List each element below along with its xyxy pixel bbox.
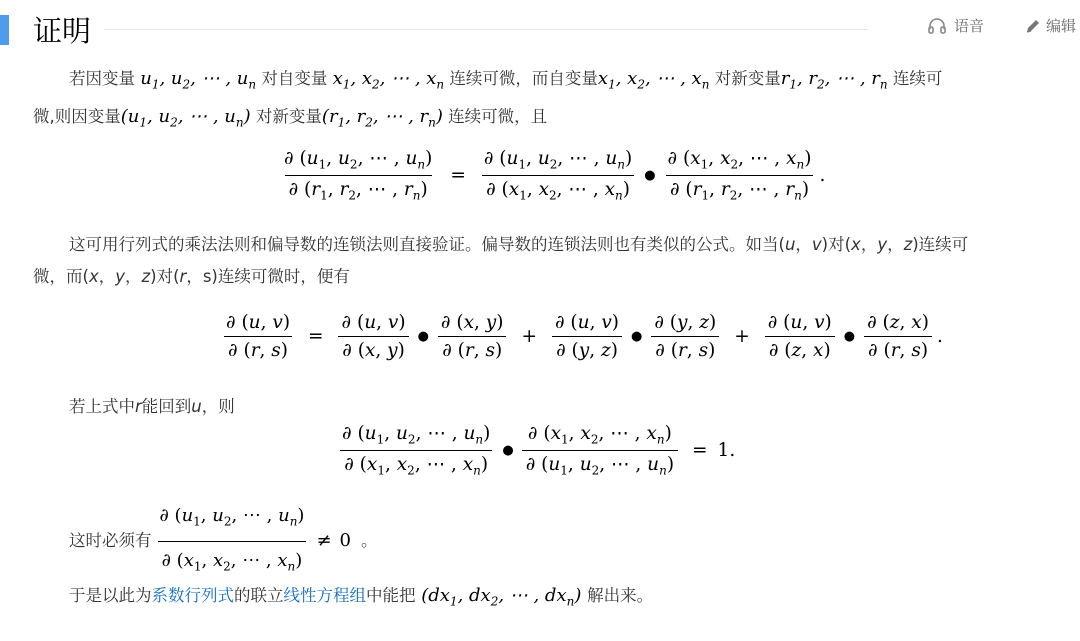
paragraph-1 [33,63,1073,138]
text-span: 的联立 [234,586,284,605]
equation-nonzero: $\frac{\partial (u_1, u_2, \cdots , u_n)}{\partial (x_1, x_2, \cdots , x_n)}$ ≠ 0 [152,500,352,582]
text-span: 对自变量 [261,69,328,88]
text-span: 若因变量 [69,69,135,88]
text-span: 连续可微，且 [448,106,548,126]
var-x: x [88,267,99,286]
text-span: 微，而( [33,267,89,286]
paragraph-5 [33,580,1073,618]
equation-jacobian-inverse: $\frac{\partial (u_1, u_2, \cdots , u_n)}{\partial (x_1, x_2, \cdots , x_n)}$ ● $\frac{\partial (x_1, x_2, \cdots , x_n)}{\partial (u_1, u_2, \cdots , u_n)}$ = 1. [342,423,736,478]
var-x: x [851,235,861,254]
text-span: 对新变量 [714,69,781,88]
pencil-icon [1024,18,1042,34]
text-span: 这可用行列式的乘法法则和偏导数的连锁法则直接验证。偏导数的连锁法则也有类似的公式。如当( [69,235,785,254]
var-s: s [202,267,212,286]
var-r: r [135,397,142,416]
voice-button[interactable] [928,15,984,36]
text-span: 连续可 [892,69,943,88]
var-r: r [179,267,187,286]
text-span: 解出来。 [587,586,654,605]
text-span: 对新变量 [255,106,322,126]
text-span: ， [887,235,904,254]
text-span: 中能把 [366,586,416,605]
text-span: ， [795,235,812,254]
var-z: z [903,235,913,254]
var-u: u [784,235,796,254]
text-span: 连续可微，而自变量 [449,69,598,88]
headphones-icon [928,18,946,34]
text-span: )对( [821,235,852,254]
title-divider [104,29,868,30]
text-span: 于是以此为 [69,586,152,605]
section-header [0,0,1080,60]
text-span: 。 [361,531,378,551]
text-span: )对( [150,267,180,286]
edit-button[interactable] [1024,15,1076,36]
math-u-tuple: ($u_1$, $u_2$, ⋯ , $u_n$) [120,105,251,130]
text-span: ，则 [201,397,235,416]
text-span: 若上式中 [69,397,135,416]
equation-jacobian-chain: $\frac{\partial (u_1, u_2, \cdots , u_n)}{\partial (r_1, r_2, \cdots , r_n)}$ = $\frac{\partial (u_1, u_2, \cdots , u_n)}{\partial (x_1, x_2, \cdots , x_n)}$ ● $\frac{\partial (x_1, x_2, \cdots , x_n)}{\partial (r_1, r_2, \cdots , r_n)}$ . [284,148,826,203]
math-dx-tuple: ($dx_1$, $dx_2$, ⋯ , $dx_n$) [415,585,588,609]
text-span: ， [98,267,116,286]
edit-label: 编辑 [1046,17,1077,35]
paragraph-3 [33,391,1073,423]
math-r-tuple: ($r_1$, $r_2$, ⋯ , $r_n$) [321,105,443,130]
voice-label: 语音 [954,17,985,35]
var-y: y [115,267,125,286]
var-z: z [141,267,151,286]
paragraph-4 [33,500,1073,582]
var-v: v [811,235,822,254]
text-span: 能回到 [141,397,192,416]
title-accent-bar [0,15,9,45]
text-span: 这时必须有 [69,531,152,551]
text-span: ， [186,267,203,286]
text-span: ， [124,267,142,286]
section-title: 证明 [33,14,92,48]
math-r-list: $r_1$, $r_2$, ⋯ , $r_n$ [780,68,888,92]
math-x-list: $x_1$, $x_2$, ⋯ , $x_n$ [332,68,445,92]
math-x-list: $x_1$, $x_2$, ⋯ , $x_n$ [597,68,710,92]
equation-chain-rule-uv: $\frac{\partial (u, v)}{\partial (r, s)}$ = $\frac{\partial (u, v)}{\partial (x, y)}$ ● $\frac{\partial (x, y)}{\partial (r, s)}$ + $\frac{\partial (u, v)}{\partial (y, z)}$ ● $\frac{\partial (y, z)}{\partial (r, s)}$ + $\frac{\partial (u, v)}{\partial (z, x)}$ ● $\frac{\partial (z, x)}{\partial (r, s)}$ . [226,312,943,361]
link-coefficient-determinant[interactable]: 系数行列式 [151,586,234,605]
var-u: u [191,397,202,416]
text-span: )连续可 [912,235,969,254]
math-u-list: $u_1$, $u_2$, ⋯ , $u_n$ [140,68,257,92]
text-span: 微,则因变量 [33,106,121,126]
link-linear-equations[interactable]: 线性方程组 [283,586,366,605]
paragraph-2 [33,229,1073,293]
text-span: )连续可微时，便有 [211,267,350,286]
var-y: y [877,235,888,254]
text-span: ， [860,235,878,254]
